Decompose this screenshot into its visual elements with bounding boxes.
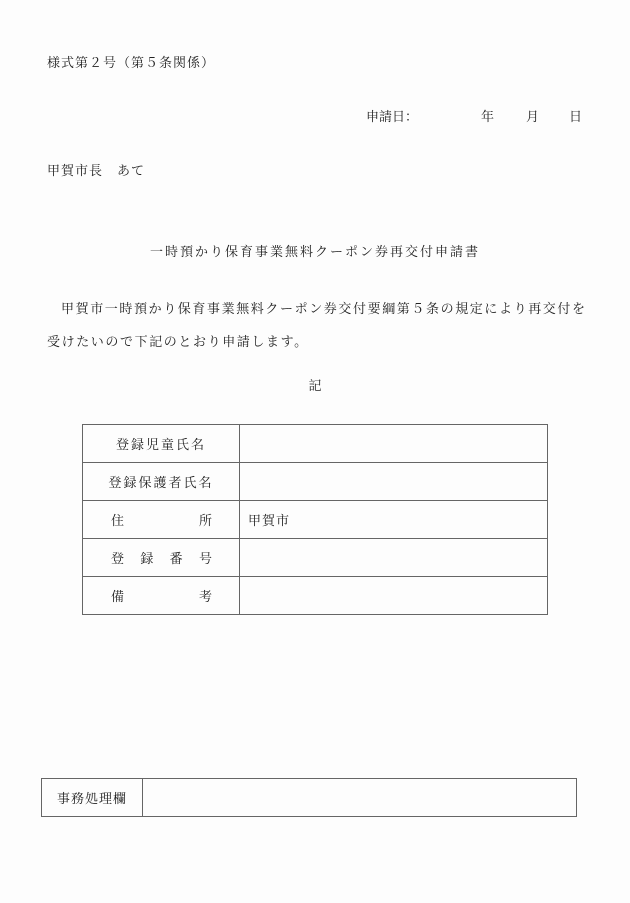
label-guardian-name: 登録保護者氏名 xyxy=(108,476,214,491)
office-use-label: 事務処理欄 xyxy=(42,779,143,817)
office-use-table xyxy=(41,778,577,817)
ki-heading: 記 xyxy=(308,379,322,394)
label-registration-number xyxy=(83,539,239,576)
year-unit: 年 xyxy=(481,110,495,125)
guardian-name-field[interactable] xyxy=(240,463,548,501)
year-field[interactable] xyxy=(424,106,478,122)
addressee: 甲賀市長 あて xyxy=(47,164,146,179)
table-row-remarks xyxy=(83,577,548,615)
label-child-name: 登録児童氏名 xyxy=(115,438,206,453)
label-cell xyxy=(83,463,240,501)
table-row-office-use xyxy=(42,779,577,817)
label-char: 番 xyxy=(169,552,183,567)
month-unit: 月 xyxy=(526,110,540,125)
remarks-field[interactable] xyxy=(240,577,548,615)
body-text: 甲賀市一時預かり保育事業無料クーポン券交付要綱第５条の規定により再交付を受けたいので下記のとおり申請します。 xyxy=(47,302,587,350)
label-address xyxy=(83,501,239,538)
form-number: 様式第２号（第５条関係） xyxy=(47,56,216,71)
label-char: 住 xyxy=(111,514,125,529)
label-char: 所 xyxy=(198,514,212,529)
application-date xyxy=(366,106,586,124)
registration-number-field[interactable] xyxy=(240,539,548,577)
application-date-label: 申請日： xyxy=(366,110,419,125)
office-use-field[interactable] xyxy=(143,779,577,817)
application-table xyxy=(82,424,548,615)
table-row-address xyxy=(83,501,548,539)
month-field[interactable] xyxy=(498,106,526,122)
label-cell xyxy=(83,539,240,577)
label-char: 登 xyxy=(111,552,125,567)
label-char: 録 xyxy=(140,552,154,567)
document-title: 一時預かり保育事業無料クーポン券再交付申請書 xyxy=(149,245,480,260)
label-char: 号 xyxy=(198,552,212,567)
child-name-field[interactable] xyxy=(240,425,548,463)
label-char: 備 xyxy=(111,590,125,605)
address-field[interactable]: 甲賀市 xyxy=(240,501,548,539)
label-remarks xyxy=(83,577,239,614)
table-row-guardian-name xyxy=(83,463,548,501)
day-field[interactable] xyxy=(542,106,568,122)
label-cell xyxy=(83,577,240,615)
label-cell xyxy=(83,425,240,463)
label-cell xyxy=(83,501,240,539)
label-char: 考 xyxy=(198,590,212,605)
day-unit: 日 xyxy=(569,110,583,125)
table-row-registration-number xyxy=(83,539,548,577)
table-row-child-name xyxy=(83,425,548,463)
